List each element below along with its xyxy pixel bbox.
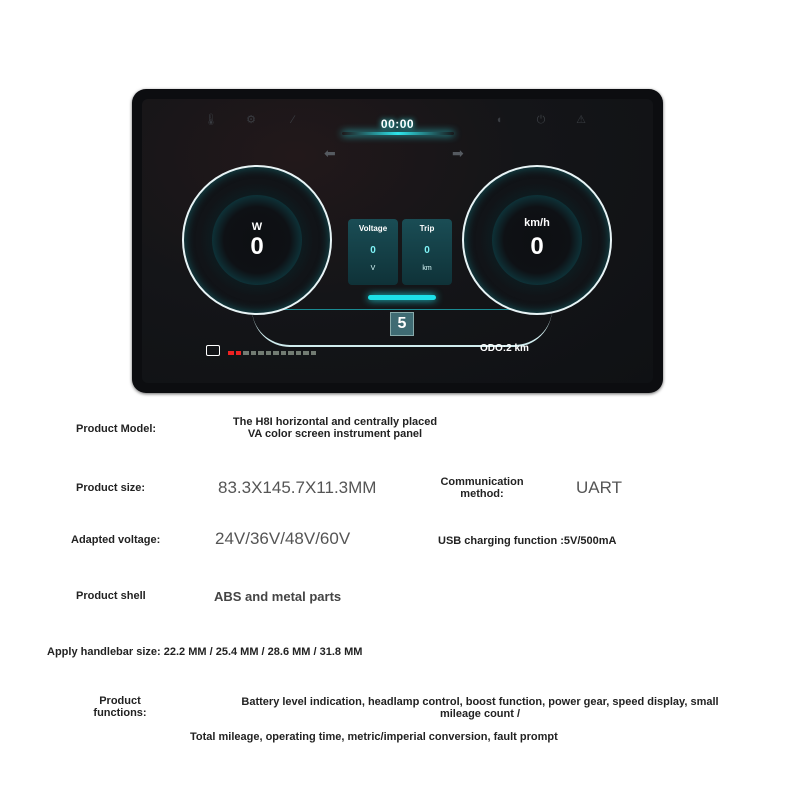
size-value: 83.3X145.7X11.3MM bbox=[218, 478, 377, 497]
voltage-box bbox=[348, 219, 398, 285]
functions-value-line-1: Battery level indication, headlamp control, boost function, power gear, speed display, small bbox=[241, 696, 719, 708]
functions-value-line-2: mileage count / bbox=[439, 708, 521, 720]
power-gauge bbox=[182, 165, 332, 315]
battery-level-bar bbox=[228, 351, 316, 355]
battery-segment bbox=[266, 351, 272, 355]
battery-icon bbox=[206, 345, 220, 356]
battery-segment bbox=[273, 351, 279, 355]
instrument-panel-device bbox=[132, 89, 663, 393]
gear-indicator: 5 bbox=[390, 312, 414, 336]
trip-box bbox=[402, 219, 452, 285]
trip-unit: km bbox=[422, 265, 432, 272]
speed-unit: km/h bbox=[524, 217, 550, 229]
functions-value-line-3: Total mileage, operating time, metric/imperial conversion, fault prompt bbox=[190, 731, 558, 743]
odometer: ODO:2 km bbox=[480, 343, 529, 354]
left-turn-arrow-icon: ⬅ bbox=[324, 145, 336, 161]
usb-charging: USB charging function :5V/500mA bbox=[438, 535, 617, 547]
battery-segment bbox=[296, 351, 302, 355]
functions-label bbox=[80, 695, 160, 719]
handlebar-size: Apply handlebar size: 22.2 MM / 25.4 MM / 28.6 MM / 31.8 MM bbox=[47, 646, 363, 658]
center-glow-bar bbox=[368, 295, 436, 300]
shell-label: Product shell bbox=[76, 590, 146, 602]
brake-icon: ∕ bbox=[292, 114, 294, 126]
comm-label bbox=[432, 476, 532, 500]
comm-label-line-2: method: bbox=[460, 488, 504, 500]
size-label: Product size: bbox=[76, 482, 146, 494]
comm-value: UART bbox=[576, 478, 622, 497]
motor-fault-icon: ⚙ bbox=[246, 114, 256, 126]
battery-segment bbox=[311, 351, 317, 355]
display-screen bbox=[142, 99, 653, 383]
voltage-value: 24V/36V/48V/60V bbox=[215, 529, 351, 548]
power-value: 0 bbox=[250, 233, 264, 260]
model-value-line-2: VA color screen instrument panel bbox=[247, 428, 423, 440]
battery-segment bbox=[228, 351, 234, 355]
functions-label-line-2: functions: bbox=[93, 707, 147, 719]
battery-segment bbox=[288, 351, 294, 355]
voltage-label: Adapted voltage: bbox=[71, 534, 161, 546]
clock: 00:00 bbox=[380, 117, 415, 131]
power-unit: W bbox=[251, 221, 263, 233]
battery-segment bbox=[251, 351, 257, 355]
shell-value: ABS and metal parts bbox=[214, 589, 342, 604]
battery-segment bbox=[281, 351, 287, 355]
model-value-line-1: The H8I horizontal and centrally placed bbox=[232, 416, 438, 428]
speed-value: 0 bbox=[530, 233, 544, 260]
trip-value: 0 bbox=[424, 245, 430, 256]
center-info-panel bbox=[348, 219, 454, 289]
speed-gauge bbox=[462, 165, 612, 315]
warning-icon: ⚠ bbox=[576, 114, 586, 126]
headlight-icon: ◖ bbox=[495, 114, 503, 126]
functions-label-line-1: Product bbox=[99, 695, 141, 707]
clock-glow-bar bbox=[342, 132, 454, 135]
right-turn-arrow-icon: ➡ bbox=[452, 145, 464, 161]
trip-label: Trip bbox=[419, 224, 435, 233]
power-icon: ⏻ bbox=[536, 114, 546, 126]
comm-label-line-1: Communication bbox=[440, 476, 524, 488]
battery-segment bbox=[243, 351, 249, 355]
battery-segment bbox=[303, 351, 309, 355]
voltage-unit: V bbox=[370, 265, 376, 272]
battery-segment bbox=[236, 351, 242, 355]
model-label: Product Model: bbox=[76, 423, 157, 435]
voltage-label: Voltage bbox=[358, 224, 388, 233]
model-value bbox=[215, 416, 455, 440]
battery-segment bbox=[258, 351, 264, 355]
temperature-icon: 🌡 bbox=[204, 114, 218, 126]
voltage-value: 0 bbox=[370, 245, 376, 256]
functions-value bbox=[210, 696, 750, 720]
